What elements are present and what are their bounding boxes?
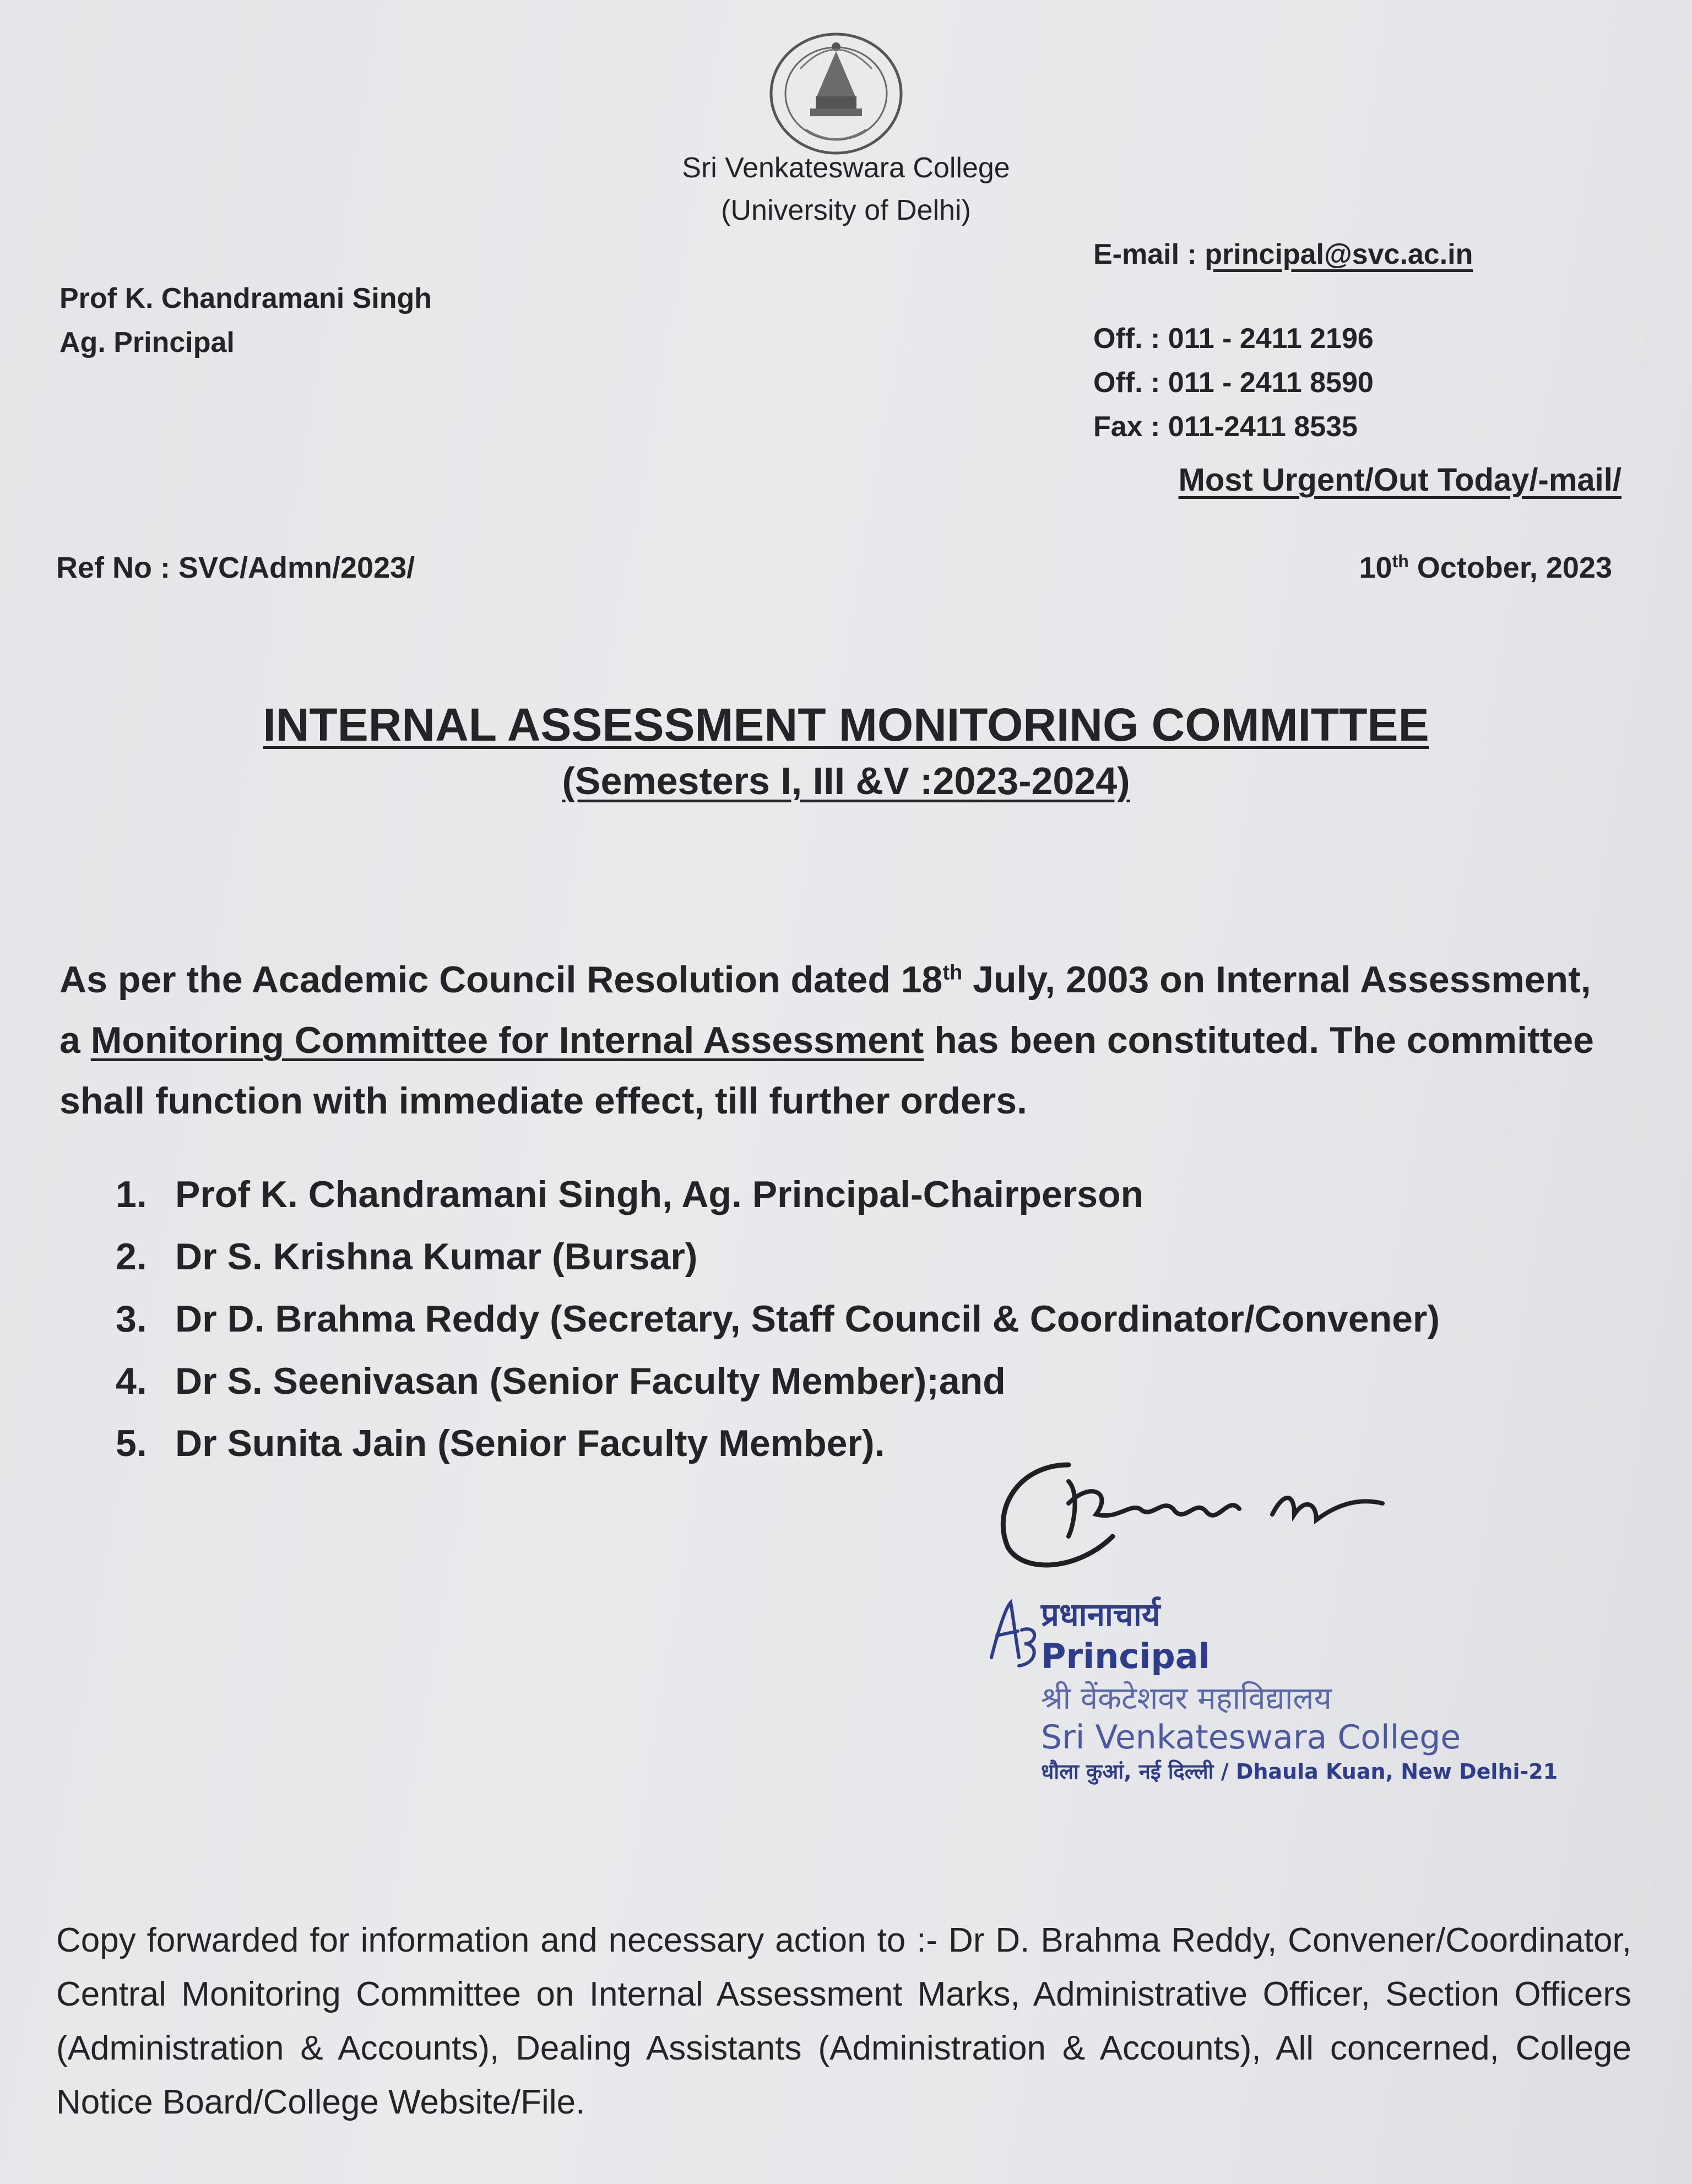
list-item: 2. Dr S. Krishna Kumar (Bursar) [116, 1236, 698, 1278]
principal-stamp [986, 1591, 1558, 1785]
stamp-address: धौला कुआं, नई दिल्ली / Dhaula Kuan, New Delhi-21 [1041, 1759, 1558, 1784]
letter-date [1359, 551, 1612, 585]
stamp-hindi-college: श्री वेंकटेशवर महाविद्यालय [1041, 1681, 1332, 1716]
list-item: 4. Dr S. Seenivasan (Senior Faculty Member);and [116, 1360, 1006, 1402]
office-phone-2: Off. : 011 - 2411 8590 [1093, 367, 1374, 399]
stamp-english-college: Sri Venkateswara College [1041, 1718, 1461, 1757]
email-link[interactable]: principal@svc.ac.in [1205, 238, 1473, 270]
principal-signature [986, 1443, 1388, 1575]
date-rest: October, 2023 [1408, 551, 1612, 584]
copy-forwarded-note: Copy forwarded for information and necessary action to :- Dr D. Brahma Reddy, Convener/Coordinator, Central Monitoring Committee on Internal Assessment Marks, Administrative Officer, Section Officers (Administration & Accounts), Dealing Assistants (Administration & Accounts), All concerned, College Notice Board/College Website/File. [56, 1921, 1631, 2121]
college-name: Sri Venkateswara College [682, 152, 1010, 184]
date-day: 10 [1359, 551, 1392, 584]
document-title: INTERNAL ASSESSMENT MONITORING COMMITTEE [263, 699, 1429, 751]
committee-name: Monitoring Committee for Internal Assessment [90, 1019, 924, 1061]
date-suffix: th [1392, 551, 1409, 571]
university-name: (University of Delhi) [721, 194, 971, 226]
priority-note: Most Urgent/Out Today/-mail/ [1178, 462, 1622, 498]
principal-name: Prof K. Chandramani Singh [59, 282, 432, 314]
college-emblem-logo [767, 30, 905, 157]
principal-title: Ag. Principal [59, 327, 235, 358]
list-item: 3. Dr D. Brahma Reddy (Secretary, Staff Council & Coordinator/Convener) [116, 1298, 1440, 1340]
body-line-1: As per the Academic Council Resolution dated 18th July, 2003 on Internal Assessment, [59, 959, 1591, 1001]
list-item: 1. Prof K. Chandramani Singh, Ag. Principal-Chairperson [116, 1174, 1144, 1215]
stamp-hindi-title: प्रधानाचार्य [1041, 1596, 1160, 1633]
body-line-3: shall function with immediate effect, till further orders. [59, 1080, 1027, 1122]
list-item: 5. Dr Sunita Jain (Senior Faculty Member). [116, 1422, 885, 1464]
body-line-2: a Monitoring Committee for Internal Assessment has been constituted. The committee [59, 1019, 1594, 1061]
stamp-english-title: Principal [1041, 1636, 1210, 1676]
reference-number: Ref No : SVC/Admn/2023/ [56, 551, 415, 584]
email-label: E-mail : [1093, 238, 1205, 270]
fax-number: Fax : 011-2411 8535 [1093, 411, 1358, 443]
office-phone-1: Off. : 011 - 2411 2196 [1093, 323, 1374, 355]
email-line [1093, 238, 1473, 271]
document-subtitle: (Semesters I, III &V :2023-2024) [562, 759, 1130, 802]
